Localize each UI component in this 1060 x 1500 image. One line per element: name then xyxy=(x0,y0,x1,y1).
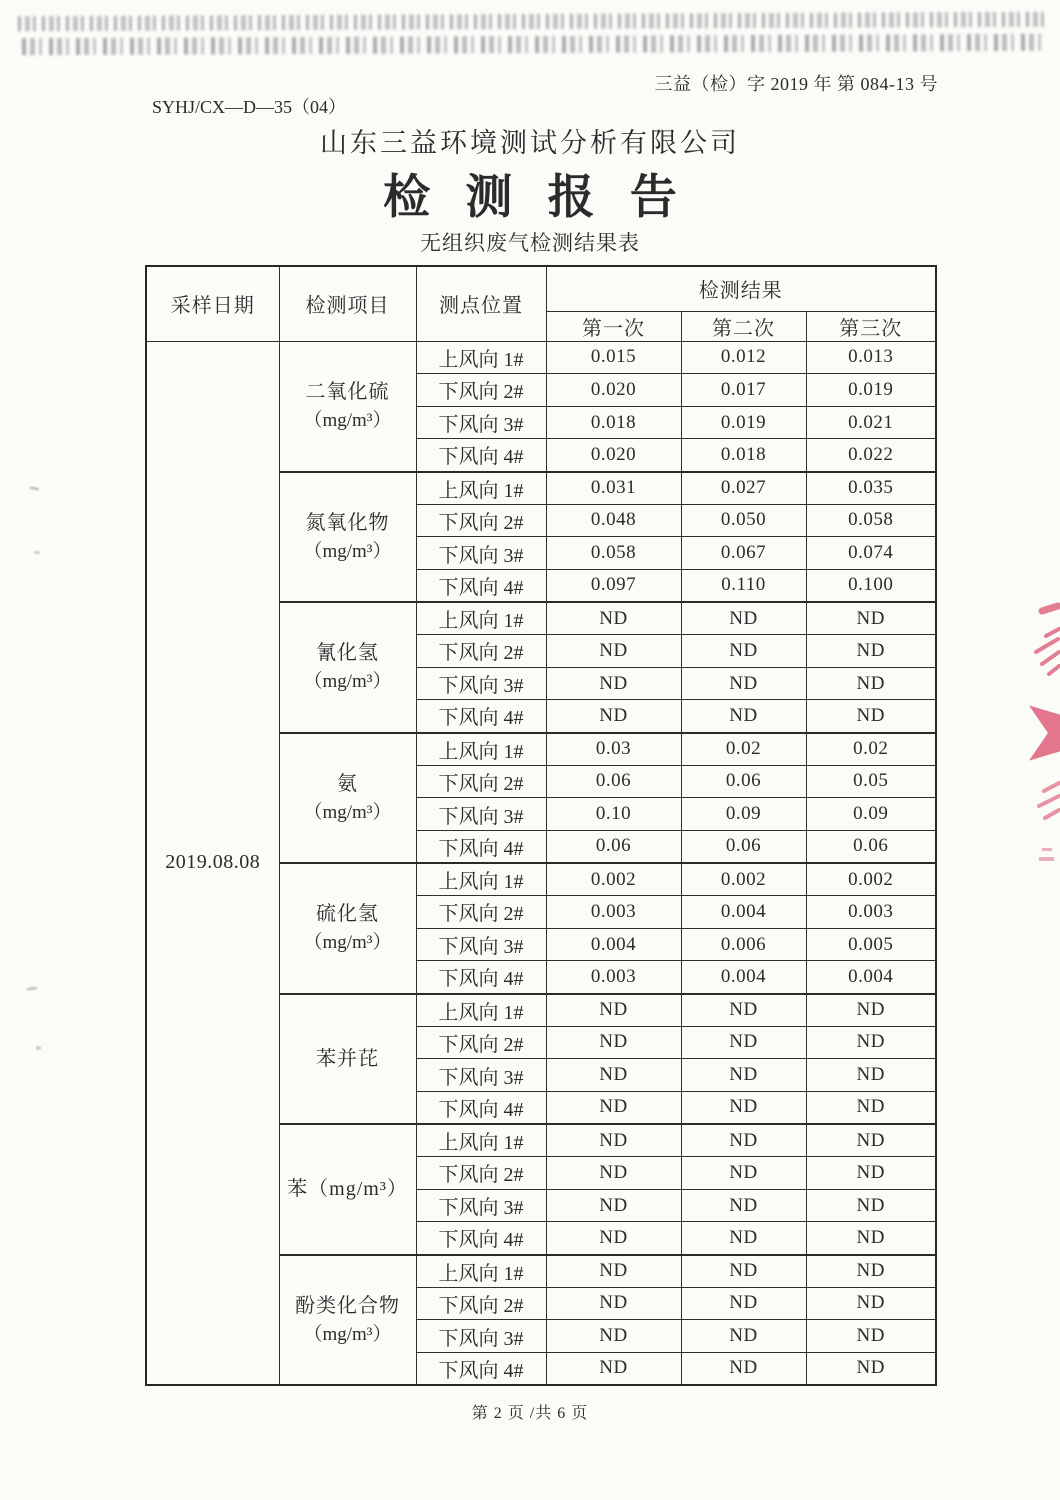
value-cell: 0.020 xyxy=(546,439,681,472)
page-footer: 第 2 页 /共 6 页 xyxy=(471,1405,589,1422)
value-cell: ND xyxy=(681,1059,806,1092)
col-header-sample-date: 采样日期 xyxy=(146,266,279,341)
location-cell: 下风向 2# xyxy=(416,896,546,929)
location-cell: 上风向 1# xyxy=(416,602,546,635)
scan-speck xyxy=(30,486,39,491)
results-table xyxy=(145,265,937,1386)
red-stamp-partial xyxy=(1012,598,1060,883)
value-cell: 0.020 xyxy=(546,374,681,407)
value-cell: ND xyxy=(546,1124,681,1157)
value-cell: 0.015 xyxy=(546,341,681,374)
item-unit: （mg/m³） xyxy=(303,409,392,431)
location-cell: 下风向 4# xyxy=(416,439,546,472)
value-cell: 0.06 xyxy=(546,765,681,798)
location-cell: 下风向 2# xyxy=(416,1026,546,1059)
item-name: 二氧化硫 xyxy=(305,380,390,403)
item-name: 酚类化合物 xyxy=(295,1294,400,1317)
value-cell: ND xyxy=(806,1255,936,1288)
location-cell: 上风向 1# xyxy=(416,1255,546,1288)
item-cell xyxy=(279,1124,416,1255)
value-cell: 0.100 xyxy=(806,569,936,602)
table-row xyxy=(146,341,936,374)
value-cell: ND xyxy=(806,1222,936,1255)
location-cell: 下风向 4# xyxy=(416,1352,546,1385)
form-code: SYHJ/CX—D—35（04） xyxy=(152,97,347,117)
item-cell xyxy=(279,1255,416,1386)
location-cell: 下风向 2# xyxy=(416,635,546,668)
value-cell: ND xyxy=(681,1189,806,1222)
value-cell: ND xyxy=(806,602,936,635)
item-cell xyxy=(279,472,416,603)
item-cell xyxy=(279,994,416,1125)
value-cell: ND xyxy=(546,602,681,635)
value-cell: 0.003 xyxy=(546,896,681,929)
value-cell: 0.06 xyxy=(546,830,681,863)
value-cell: ND xyxy=(806,667,936,700)
value-cell: 0.06 xyxy=(806,830,936,863)
value-cell: ND xyxy=(681,1124,806,1157)
value-cell: 0.018 xyxy=(681,439,806,472)
item-cell xyxy=(279,863,416,994)
value-cell: 0.004 xyxy=(806,961,936,994)
location-cell: 上风向 1# xyxy=(416,733,546,766)
value-cell: ND xyxy=(546,994,681,1027)
item-name: 氮氧化物 xyxy=(305,511,390,534)
results-table-body xyxy=(146,341,936,1385)
item-name: 氰化氢 xyxy=(316,642,379,664)
value-cell: 0.06 xyxy=(681,830,806,863)
value-cell: 0.018 xyxy=(546,406,681,439)
value-cell: 0.006 xyxy=(681,928,806,961)
value-cell: ND xyxy=(681,1026,806,1059)
location-cell: 下风向 3# xyxy=(416,667,546,700)
location-cell: 下风向 4# xyxy=(416,569,546,602)
location-cell: 下风向 4# xyxy=(416,830,546,863)
value-cell: 0.02 xyxy=(681,733,806,766)
value-cell: 0.097 xyxy=(546,569,681,602)
value-cell: 0.022 xyxy=(806,439,936,472)
item-name: 苯并芘 xyxy=(316,1047,379,1070)
value-cell: 0.002 xyxy=(681,863,806,896)
value-cell: ND xyxy=(681,1091,806,1124)
value-cell: ND xyxy=(806,994,936,1027)
value-cell: ND xyxy=(806,635,936,668)
value-cell: ND xyxy=(681,1352,806,1385)
value-cell: 0.10 xyxy=(546,798,681,831)
value-cell: 0.048 xyxy=(546,504,681,537)
value-cell: 0.06 xyxy=(681,765,806,798)
location-cell: 下风向 3# xyxy=(416,798,546,831)
value-cell: 0.035 xyxy=(806,472,936,505)
value-cell: 0.003 xyxy=(806,896,936,929)
value-cell: ND xyxy=(546,635,681,668)
value-cell: 0.03 xyxy=(546,733,681,766)
value-cell: ND xyxy=(681,700,806,733)
header-row xyxy=(146,266,936,311)
value-cell: 0.058 xyxy=(806,504,936,537)
value-cell: ND xyxy=(681,635,806,668)
value-cell: ND xyxy=(806,1320,936,1353)
item-unit: （mg/m³） xyxy=(303,932,392,953)
value-cell: 0.004 xyxy=(681,896,806,929)
location-cell: 下风向 2# xyxy=(416,1287,546,1320)
value-cell: 0.09 xyxy=(681,798,806,831)
item-name: 苯（mg/m³） xyxy=(287,1178,408,1201)
item-cell xyxy=(279,602,416,733)
value-cell: ND xyxy=(546,667,681,700)
location-cell: 上风向 1# xyxy=(416,341,546,374)
value-cell: 0.017 xyxy=(681,374,806,407)
value-cell: 0.058 xyxy=(546,537,681,570)
location-cell: 下风向 4# xyxy=(416,1091,546,1124)
value-cell: ND xyxy=(806,1091,936,1124)
value-cell: ND xyxy=(806,1157,936,1190)
value-cell: ND xyxy=(546,1320,681,1353)
value-cell: ND xyxy=(546,1352,681,1385)
location-cell: 上风向 1# xyxy=(416,1124,546,1157)
location-cell: 下风向 2# xyxy=(416,374,546,407)
col-header-item: 检测项目 xyxy=(279,266,416,341)
location-cell: 上风向 1# xyxy=(416,863,546,896)
value-cell: 0.004 xyxy=(546,928,681,961)
value-cell: 0.019 xyxy=(806,374,936,407)
value-cell: ND xyxy=(546,1059,681,1092)
item-cell xyxy=(279,733,416,864)
value-cell: ND xyxy=(681,994,806,1027)
item-cell xyxy=(279,341,416,472)
value-cell: 0.021 xyxy=(806,406,936,439)
value-cell: ND xyxy=(806,700,936,733)
location-cell: 下风向 3# xyxy=(416,928,546,961)
value-cell: ND xyxy=(546,1287,681,1320)
value-cell: ND xyxy=(546,1091,681,1124)
col-header-run-2: 第二次 xyxy=(681,311,806,341)
value-cell: 0.050 xyxy=(681,504,806,537)
item-name: 硫化氢 xyxy=(316,903,379,925)
location-cell: 下风向 2# xyxy=(416,504,546,537)
location-cell: 下风向 3# xyxy=(416,1059,546,1092)
location-cell: 下风向 2# xyxy=(416,1157,546,1190)
value-cell: ND xyxy=(546,1157,681,1190)
location-cell: 下风向 2# xyxy=(416,765,546,798)
value-cell: ND xyxy=(806,1352,936,1385)
location-cell: 下风向 3# xyxy=(416,1189,546,1222)
value-cell: 0.05 xyxy=(806,765,936,798)
item-name: 氨 xyxy=(337,772,358,795)
location-cell: 下风向 4# xyxy=(416,1222,546,1255)
value-cell: ND xyxy=(806,1059,936,1092)
value-cell: 0.005 xyxy=(806,928,936,961)
value-cell: 0.019 xyxy=(681,406,806,439)
value-cell: ND xyxy=(681,602,806,635)
value-cell: 0.067 xyxy=(681,537,806,570)
value-cell: ND xyxy=(806,1189,936,1222)
value-cell: 0.09 xyxy=(806,798,936,831)
value-cell: 0.110 xyxy=(681,569,806,602)
scan-speck xyxy=(36,1046,41,1050)
value-cell: ND xyxy=(546,1222,681,1255)
value-cell: ND xyxy=(546,1189,681,1222)
value-cell: 0.031 xyxy=(546,472,681,505)
value-cell: ND xyxy=(681,1157,806,1190)
location-cell: 下风向 3# xyxy=(416,406,546,439)
value-cell: 0.003 xyxy=(546,961,681,994)
value-cell: 0.027 xyxy=(681,472,806,505)
value-cell: 0.002 xyxy=(806,863,936,896)
col-header-run-3: 第三次 xyxy=(806,311,936,341)
value-cell: ND xyxy=(681,1255,806,1288)
value-cell: ND xyxy=(546,1026,681,1059)
scan-speck xyxy=(34,551,40,554)
value-cell: ND xyxy=(546,1255,681,1288)
col-header-run-1: 第一次 xyxy=(546,311,681,341)
location-cell: 上风向 1# xyxy=(416,472,546,505)
value-cell: 0.074 xyxy=(806,537,936,570)
value-cell: ND xyxy=(681,1287,806,1320)
value-cell: 0.002 xyxy=(546,863,681,896)
item-unit: （mg/m³） xyxy=(303,1323,392,1345)
value-cell: ND xyxy=(681,667,806,700)
col-header-result: 检测结果 xyxy=(546,266,936,311)
location-cell: 上风向 1# xyxy=(416,994,546,1027)
scan-speck xyxy=(27,986,37,990)
location-cell: 下风向 4# xyxy=(416,700,546,733)
value-cell: 0.02 xyxy=(806,733,936,766)
value-cell: 0.013 xyxy=(806,341,936,374)
doc-number: 三益（检）字 2019 年 第 084-13 号 xyxy=(654,74,938,94)
sample-date-cell: 2019.08.08 xyxy=(146,341,279,1385)
scan-artifact-band xyxy=(18,10,1046,58)
location-cell: 下风向 3# xyxy=(416,1320,546,1353)
value-cell: ND xyxy=(806,1026,936,1059)
company-name: 山东三益环境测试分析有限公司 xyxy=(320,128,740,158)
item-unit: （mg/m³） xyxy=(303,801,392,823)
location-cell: 下风向 3# xyxy=(416,537,546,570)
value-cell: 0.012 xyxy=(681,341,806,374)
value-cell: 0.004 xyxy=(681,961,806,994)
table-subtitle: 无组织废气检测结果表 xyxy=(420,231,640,255)
value-cell: ND xyxy=(806,1124,936,1157)
value-cell: ND xyxy=(546,700,681,733)
page-title: 检 测 报 告 xyxy=(383,172,677,224)
col-header-location: 测点位置 xyxy=(416,266,546,341)
location-cell: 下风向 4# xyxy=(416,961,546,994)
item-unit: （mg/m³） xyxy=(303,671,392,692)
item-unit: （mg/m³） xyxy=(303,540,392,562)
value-cell: ND xyxy=(681,1222,806,1255)
value-cell: ND xyxy=(681,1320,806,1353)
value-cell: ND xyxy=(806,1287,936,1320)
